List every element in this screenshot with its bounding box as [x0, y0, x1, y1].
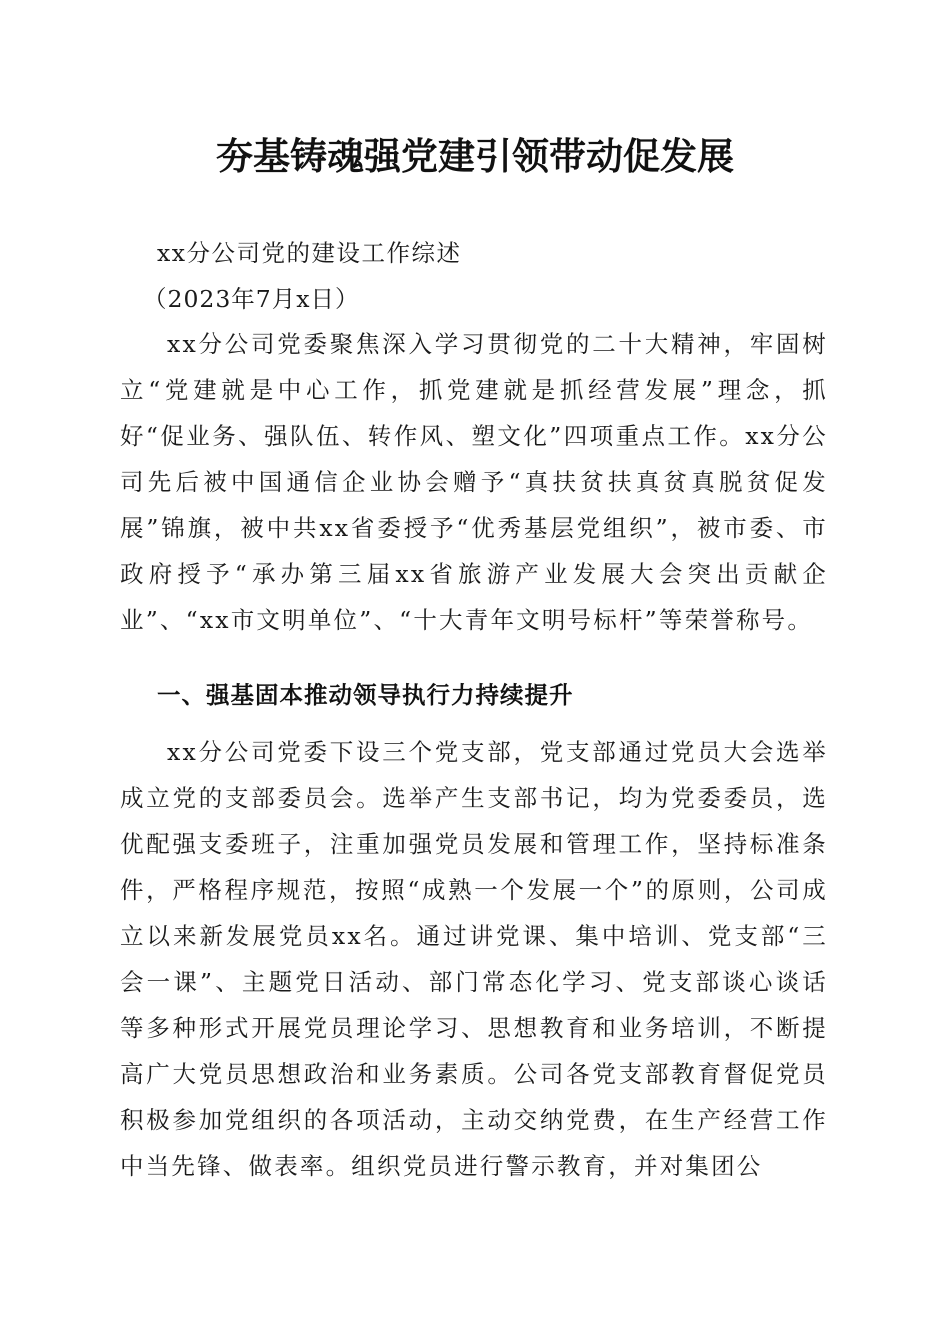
- paragraph-intro: xx分公司党委聚焦深入学习贯彻党的二十大精神，牢固树立“党建就是中心工作，抓党建就是抓经营发展”理念，抓好“促业务、强队伍、转作风、塑文化”四项重点工作。xx分公司先后被中国通信企业协会赠予“真扶贫扶真贫真脱贫促发展”锦旗，被中共xx省委授予“优秀基层党组织”，被市委、市政府授予“承办第三届xx省旅游产业发展大会突出贡献企业”、“xx市文明单位”、“十大青年文明号标杆”等荣誉称号。: [120, 330, 828, 634]
- paragraph-section1: xx分公司党委下设三个党支部，党支部通过党员大会选举成立党的支部委员会。选举产生支部书记，均为党委委员，选优配强支委班子，注重加强党员发展和管理工作，坚持标准条件，严格程序规范，按照“成熟一个发展一个”的原则，公司成立以来新发展党员xx名。通过讲党课、集中培训、党支部“三会一课”、主题党日活动、部门常态化学习、党支部谈心谈话等多种形式开展党员理论学习、思想教育和业务培训，不断提高广大党员思想政治和业务素质。公司各党支部教育督促党员积极参加党组织的各项活动，主动交纳党费，在生产经营工作中当先锋、做表率。组织党员进行警示教育，并对集团公: [120, 738, 828, 1180]
- section-heading: 一、强基固本推动领导执行力持续提升: [157, 681, 574, 709]
- document-subtitle: xx分公司党的建设工作综述: [157, 239, 462, 267]
- document-title: 夯基铸魂强党建引领带动促发展: [216, 135, 734, 178]
- document-date: （2023年7月x日）: [143, 285, 360, 313]
